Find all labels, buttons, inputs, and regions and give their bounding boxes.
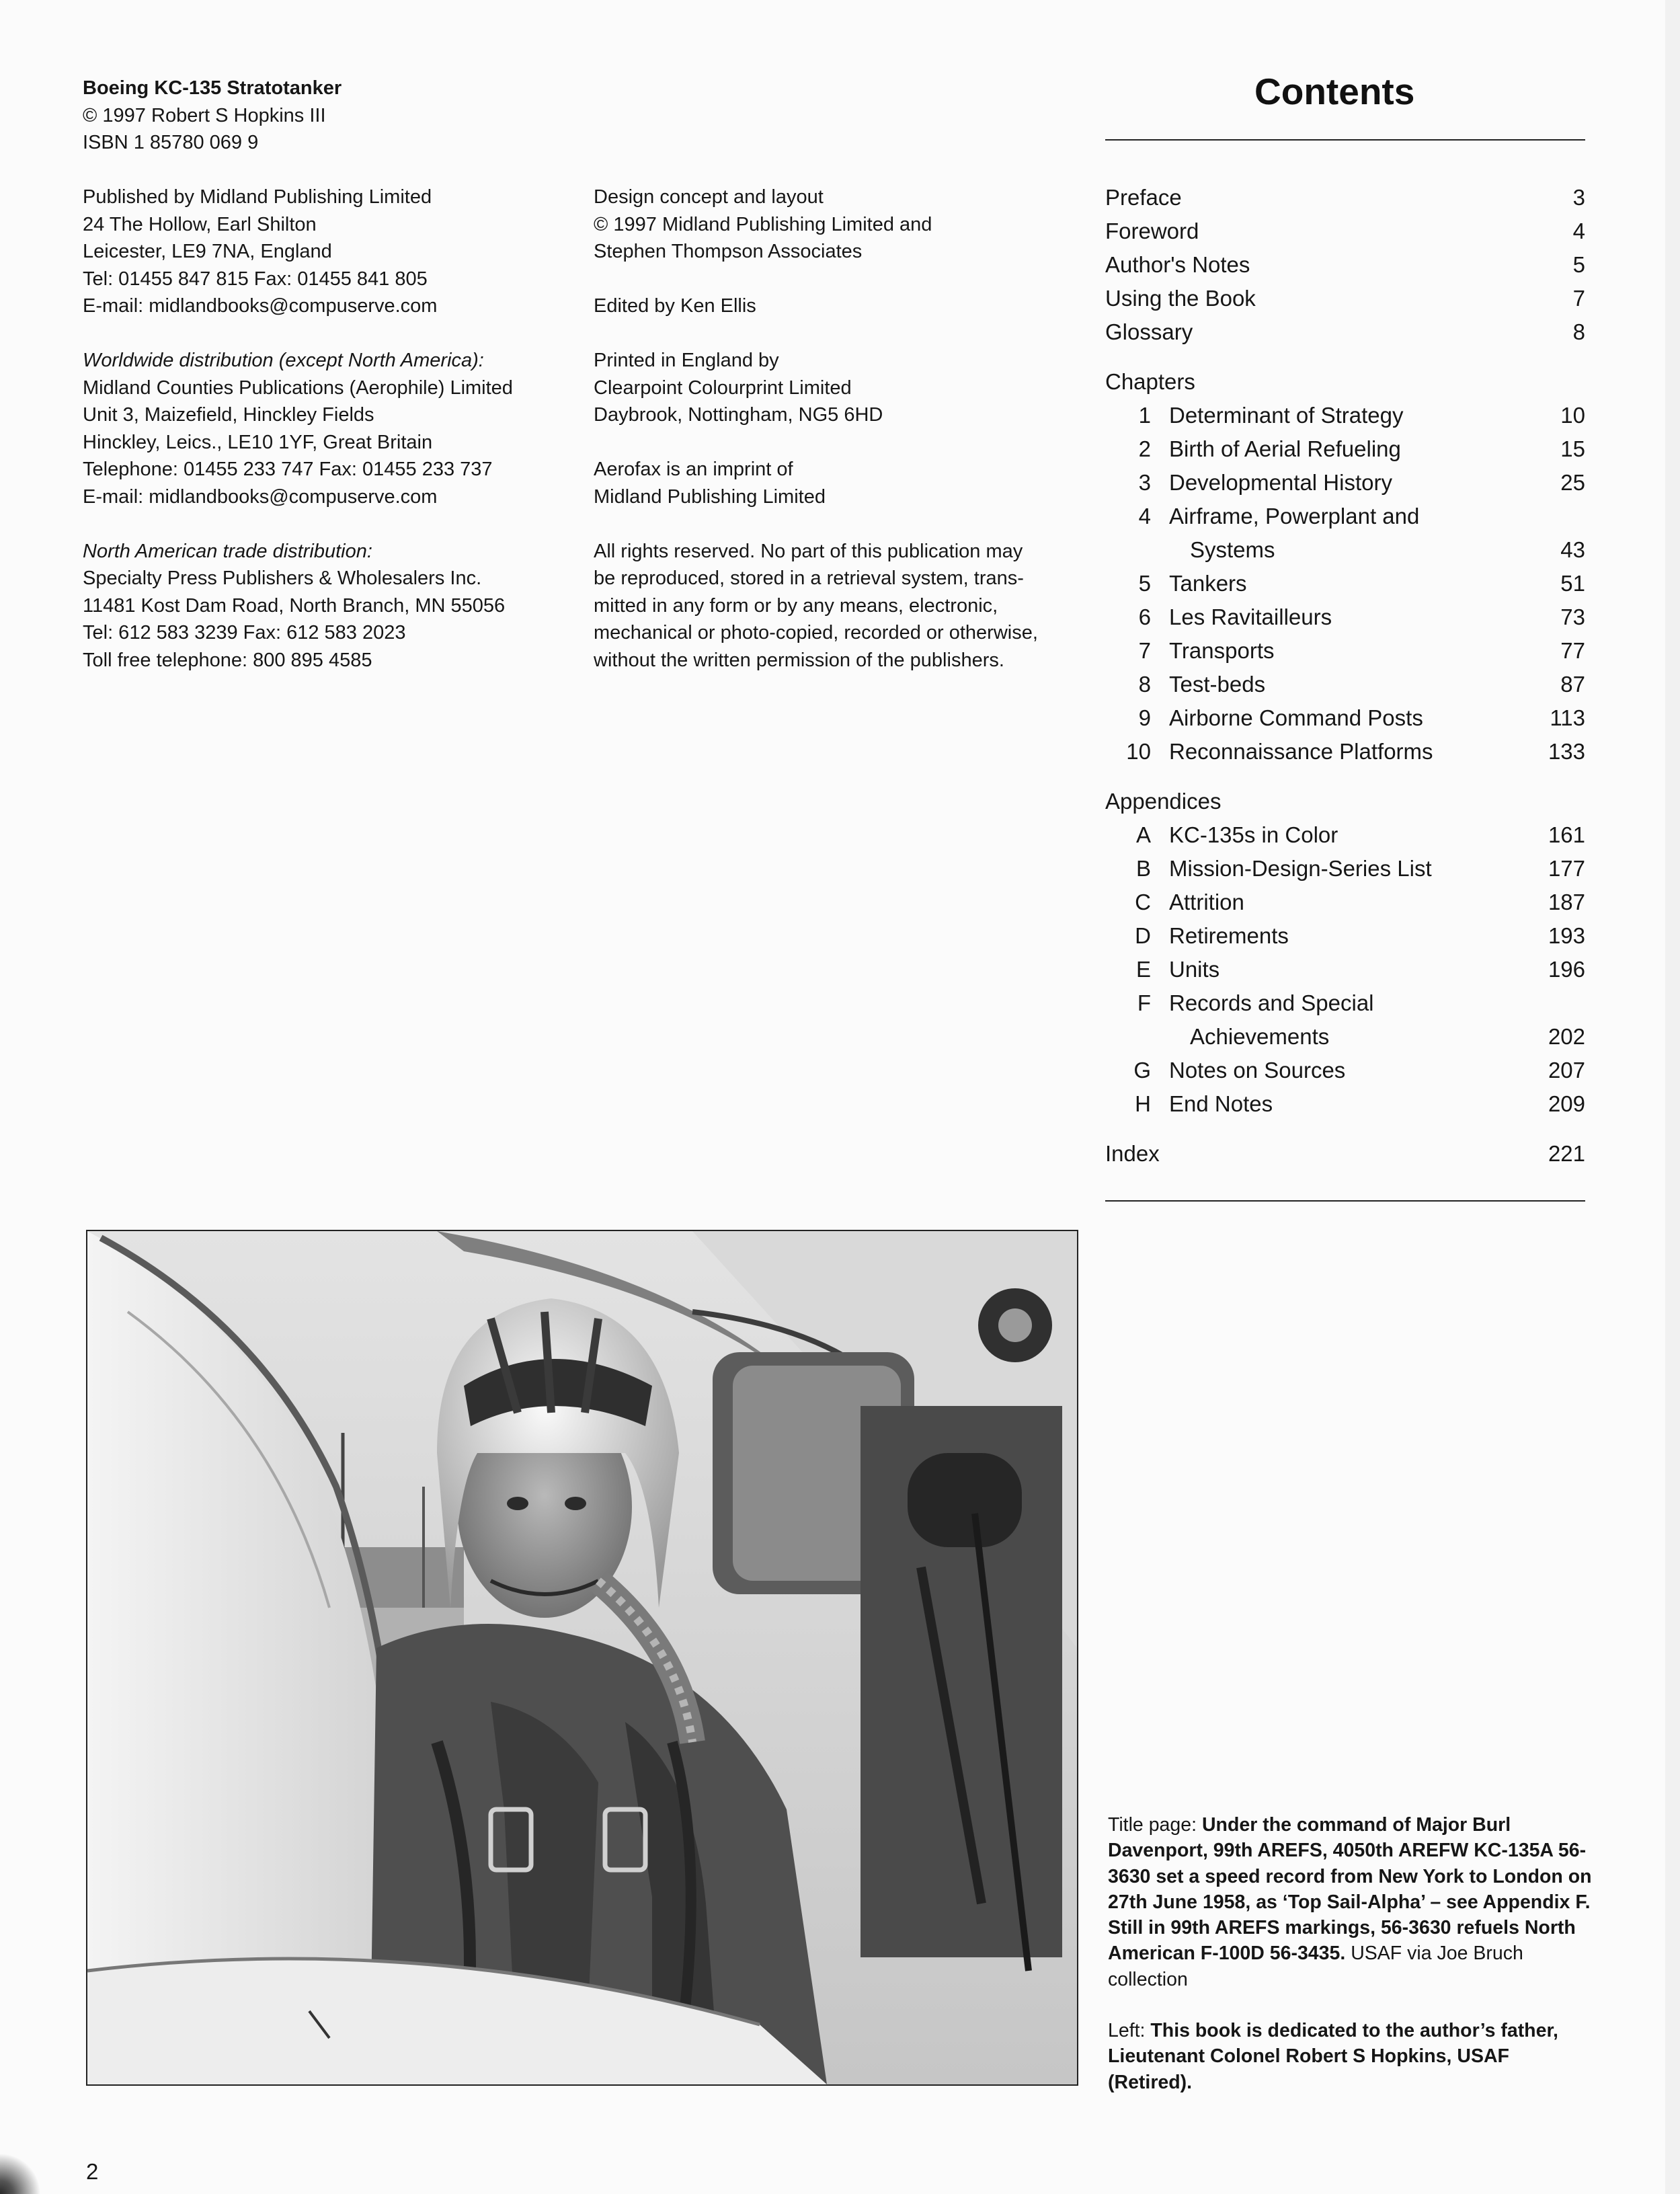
toc-page: 221 xyxy=(1548,1141,1585,1166)
toc-label: KC-135s in Color xyxy=(1169,822,1338,847)
pilot-photo-illustration xyxy=(87,1231,1077,2084)
toc-label: Attrition xyxy=(1169,890,1244,914)
pilot-photo xyxy=(86,1230,1078,2086)
toc-label-continued: Achievements xyxy=(1190,1024,1330,1049)
toc-row[interactable] xyxy=(1105,735,1585,769)
design-line-1: Design concept and layout xyxy=(594,186,824,208)
toc-number: 9 xyxy=(1138,705,1151,730)
toc-page: 187 xyxy=(1548,890,1585,914)
na-distributor-address: 11481 Kost Dam Road, North Branch, MN 55056 xyxy=(83,594,506,617)
imprint-column xyxy=(83,75,553,674)
publisher-phone: Tel: 01455 847 815 Fax: 01455 841 805 xyxy=(83,268,428,290)
toc-page: 209 xyxy=(1548,1091,1585,1116)
credits-column xyxy=(594,184,1091,674)
toc-row[interactable] xyxy=(1105,818,1585,852)
toc-row[interactable] xyxy=(1105,1054,1585,1087)
dedication-text: This book is dedicated to the author’s father, Lieutenant Colonel Robert S Hopkins, USAF (Retired). xyxy=(1108,2020,1558,2093)
toc-page: 193 xyxy=(1548,923,1585,948)
toc-row[interactable] xyxy=(1105,852,1585,886)
na-distributor-phone: Tel: 612 583 3239 Fax: 612 583 2023 xyxy=(83,622,406,643)
toc-label: Airborne Command Posts xyxy=(1169,705,1423,730)
toc-page: 202 xyxy=(1548,1024,1585,1049)
toc-page: 7 xyxy=(1572,286,1585,311)
rights-line-3: mitted in any form or by any means, electronic, xyxy=(594,594,998,617)
toc-label: Developmental History xyxy=(1169,470,1392,495)
toc-label: Mission-Design-Series List xyxy=(1169,856,1432,881)
toc-label: Determinant of Strategy xyxy=(1169,403,1404,428)
toc-label: Index xyxy=(1105,1141,1160,1166)
rights-line-1: All rights reserved. No part of this publication may xyxy=(594,540,1023,562)
toc-label: Author's Notes xyxy=(1105,252,1250,277)
aerofax-block xyxy=(594,456,1091,510)
distributor-name: Midland Counties Publications (Aerophile) Limited xyxy=(83,377,513,399)
toc-row[interactable] xyxy=(1105,953,1585,986)
toc-number: 6 xyxy=(1138,604,1151,629)
toc-page: 207 xyxy=(1548,1058,1585,1083)
design-line-2: © 1997 Midland Publishing Limited and xyxy=(594,213,932,235)
appendices-heading-label: Appendices xyxy=(1105,789,1222,814)
na-distributor-name: Specialty Press Publishers & Wholesalers Inc. xyxy=(83,567,482,589)
publisher-city: Leicester, LE9 7NA, England xyxy=(83,241,332,262)
toc-row-continued[interactable] xyxy=(1105,533,1585,567)
toc-label: Les Ravitailleurs xyxy=(1169,604,1332,629)
toc-label: Notes on Sources xyxy=(1169,1058,1346,1083)
toc-page: 4 xyxy=(1572,219,1585,243)
toc-page: 87 xyxy=(1560,672,1585,697)
toc-label: Transports xyxy=(1169,638,1275,663)
worldwide-distribution-block xyxy=(83,347,553,510)
toc-row-continued[interactable] xyxy=(1105,1020,1585,1054)
na-distributor-tollfree: Toll free telephone: 800 895 4585 xyxy=(83,649,372,671)
title-caption-text: Under the command of Major Burl Davenport, 99th AREFS, 4050th AREFW KC-135A 56-3630 set a speed record from New York to London on 27th June 1958, as ‘Top Sail-Alpha’ – see Appendix F. Still in 99th AREFS markings, 56-3630 refuels North American F-100D 56-3435. xyxy=(1108,1814,1592,1965)
toc-page: 43 xyxy=(1560,537,1585,562)
toc-label: Birth of Aerial Refueling xyxy=(1169,436,1401,461)
toc-label: Retirements xyxy=(1169,923,1289,948)
isbn-line: ISBN 1 85780 069 9 xyxy=(83,132,259,153)
chapters-heading xyxy=(1105,365,1585,399)
toc-label: Reconnaissance Platforms xyxy=(1169,739,1433,764)
rights-line-5: without the written permission of the publishers. xyxy=(594,649,1004,671)
toc-page: 77 xyxy=(1560,638,1585,663)
toc-label: End Notes xyxy=(1169,1091,1273,1116)
toc-number: 7 xyxy=(1138,638,1151,663)
page-corner-shadow xyxy=(0,2154,47,2194)
imprint-block xyxy=(83,75,553,157)
title-page-caption xyxy=(1108,1812,1592,1992)
toc-page: 113 xyxy=(1550,705,1585,730)
toc-label: Tankers xyxy=(1169,571,1247,596)
toc-page: 73 xyxy=(1560,604,1585,629)
worldwide-distribution-heading: Worldwide distribution (except North America): xyxy=(83,350,484,371)
toc-label: Foreword xyxy=(1105,219,1199,243)
rights-line-2: be reproduced, stored in a retrieval system, trans- xyxy=(594,567,1024,589)
north-american-distribution-block xyxy=(83,538,553,674)
appendices-heading xyxy=(1105,785,1585,818)
page-number: 2 xyxy=(86,2159,99,2184)
toc-row[interactable] xyxy=(1105,500,1585,533)
toc-row[interactable] xyxy=(1105,466,1585,500)
toc-page: 51 xyxy=(1560,571,1585,596)
contents-list xyxy=(1105,181,1585,1171)
toc-row[interactable] xyxy=(1105,919,1585,953)
title-caption-prefix: Title page: xyxy=(1108,1814,1202,1836)
north-american-distribution-heading: North American trade distribution: xyxy=(83,540,372,562)
toc-row[interactable] xyxy=(1105,886,1585,919)
toc-letter: D xyxy=(1135,923,1151,948)
toc-row[interactable] xyxy=(1105,399,1585,432)
printer-line-3: Daybrook, Nottingham, NG5 6HD xyxy=(594,404,883,426)
publisher-email: E-mail: midlandbooks@compuserve.com xyxy=(83,295,438,317)
publisher-address: 24 The Hollow, Earl Shilton xyxy=(83,213,317,235)
distributor-city: Hinckley, Leics., LE10 1YF, Great Britain xyxy=(83,431,433,453)
toc-number: 8 xyxy=(1138,672,1151,697)
toc-row[interactable] xyxy=(1105,567,1585,600)
copyright-line: © 1997 Robert S Hopkins III xyxy=(83,104,326,126)
toc-number: 2 xyxy=(1138,436,1151,461)
toc-page: 5 xyxy=(1572,252,1585,277)
design-line-3: Stephen Thompson Associates xyxy=(594,241,863,262)
contents-bottom-rule xyxy=(1105,1200,1585,1202)
toc-label: Test-beds xyxy=(1169,672,1266,697)
toc-row[interactable] xyxy=(1105,634,1585,668)
toc-page: 10 xyxy=(1560,403,1585,428)
toc-number: 5 xyxy=(1138,571,1151,596)
toc-label: Records and Special xyxy=(1169,990,1374,1015)
toc-row[interactable] xyxy=(1105,701,1585,735)
toc-row[interactable] xyxy=(1105,248,1585,282)
toc-letter: C xyxy=(1135,890,1151,914)
printer-line-2: Clearpoint Colourprint Limited xyxy=(594,377,852,399)
publisher-block xyxy=(83,184,553,320)
toc-page: 177 xyxy=(1548,856,1585,881)
toc-number: 4 xyxy=(1138,504,1151,528)
toc-letter: H xyxy=(1135,1091,1151,1116)
toc-number: 10 xyxy=(1126,739,1151,764)
edited-by: Edited by Ken Ellis xyxy=(594,295,756,317)
page-edge xyxy=(1665,0,1680,2194)
toc-row[interactable] xyxy=(1105,282,1585,315)
toc-row[interactable] xyxy=(1105,432,1585,466)
toc-page: 133 xyxy=(1548,739,1585,764)
rights-line-4: mechanical or photo-copied, recorded or otherwise, xyxy=(594,622,1038,643)
rights-block xyxy=(594,538,1091,674)
toc-page: 15 xyxy=(1560,436,1585,461)
dedication-caption xyxy=(1108,2018,1592,2095)
design-block xyxy=(594,184,1091,266)
toc-letter: F xyxy=(1137,990,1151,1015)
toc-label: Units xyxy=(1169,957,1220,982)
toc-letter: E xyxy=(1135,957,1151,982)
chapters-heading-label: Chapters xyxy=(1105,369,1195,394)
toc-letter: A xyxy=(1135,822,1151,847)
contents-top-rule xyxy=(1105,139,1585,141)
toc-label: Using the Book xyxy=(1105,286,1256,311)
title-caption-credit: USAF via Joe Bruch collection xyxy=(1108,1943,1523,1990)
contents-title: Contents xyxy=(1254,71,1415,112)
toc-label: Airframe, Powerplant and xyxy=(1169,504,1420,528)
toc-page: 25 xyxy=(1560,470,1585,495)
toc-page: 161 xyxy=(1548,822,1585,847)
toc-letter: G xyxy=(1133,1058,1151,1083)
toc-row[interactable] xyxy=(1105,214,1585,248)
toc-number: 3 xyxy=(1138,470,1151,495)
toc-page: 3 xyxy=(1572,185,1585,210)
editor-block xyxy=(594,292,1091,320)
aerofax-line-2: Midland Publishing Limited xyxy=(594,485,826,508)
distributor-phone: Telephone: 01455 233 747 Fax: 01455 233 737 xyxy=(83,459,493,480)
toc-label-continued: Systems xyxy=(1190,537,1275,562)
toc-letter: B xyxy=(1135,856,1151,881)
toc-page: 8 xyxy=(1572,319,1585,344)
toc-row[interactable] xyxy=(1105,315,1585,349)
book-title: Boeing KC-135 Stratotanker xyxy=(83,77,342,99)
toc-row[interactable] xyxy=(1105,600,1585,634)
captions xyxy=(1108,1812,1592,2121)
publisher-name: Published by Midland Publishing Limited xyxy=(83,186,432,208)
toc-row[interactable] xyxy=(1105,181,1585,214)
toc-label: Glossary xyxy=(1105,319,1193,344)
printer-block xyxy=(594,347,1091,429)
printer-line-1: Printed in England by xyxy=(594,350,779,371)
distributor-email: E-mail: midlandbooks@compuserve.com xyxy=(83,485,438,508)
aerofax-line-1: Aerofax is an imprint of xyxy=(594,459,793,480)
toc-number: 1 xyxy=(1138,403,1151,428)
toc-row-index[interactable] xyxy=(1105,1137,1585,1171)
toc-row[interactable] xyxy=(1105,1087,1585,1121)
toc-row[interactable] xyxy=(1105,986,1585,1020)
toc-label: Preface xyxy=(1105,185,1182,210)
toc-row[interactable] xyxy=(1105,668,1585,701)
distributor-address: Unit 3, Maizefield, Hinckley Fields xyxy=(83,404,374,426)
toc-page: 196 xyxy=(1548,957,1585,982)
dedication-prefix: Left: xyxy=(1108,2020,1151,2042)
